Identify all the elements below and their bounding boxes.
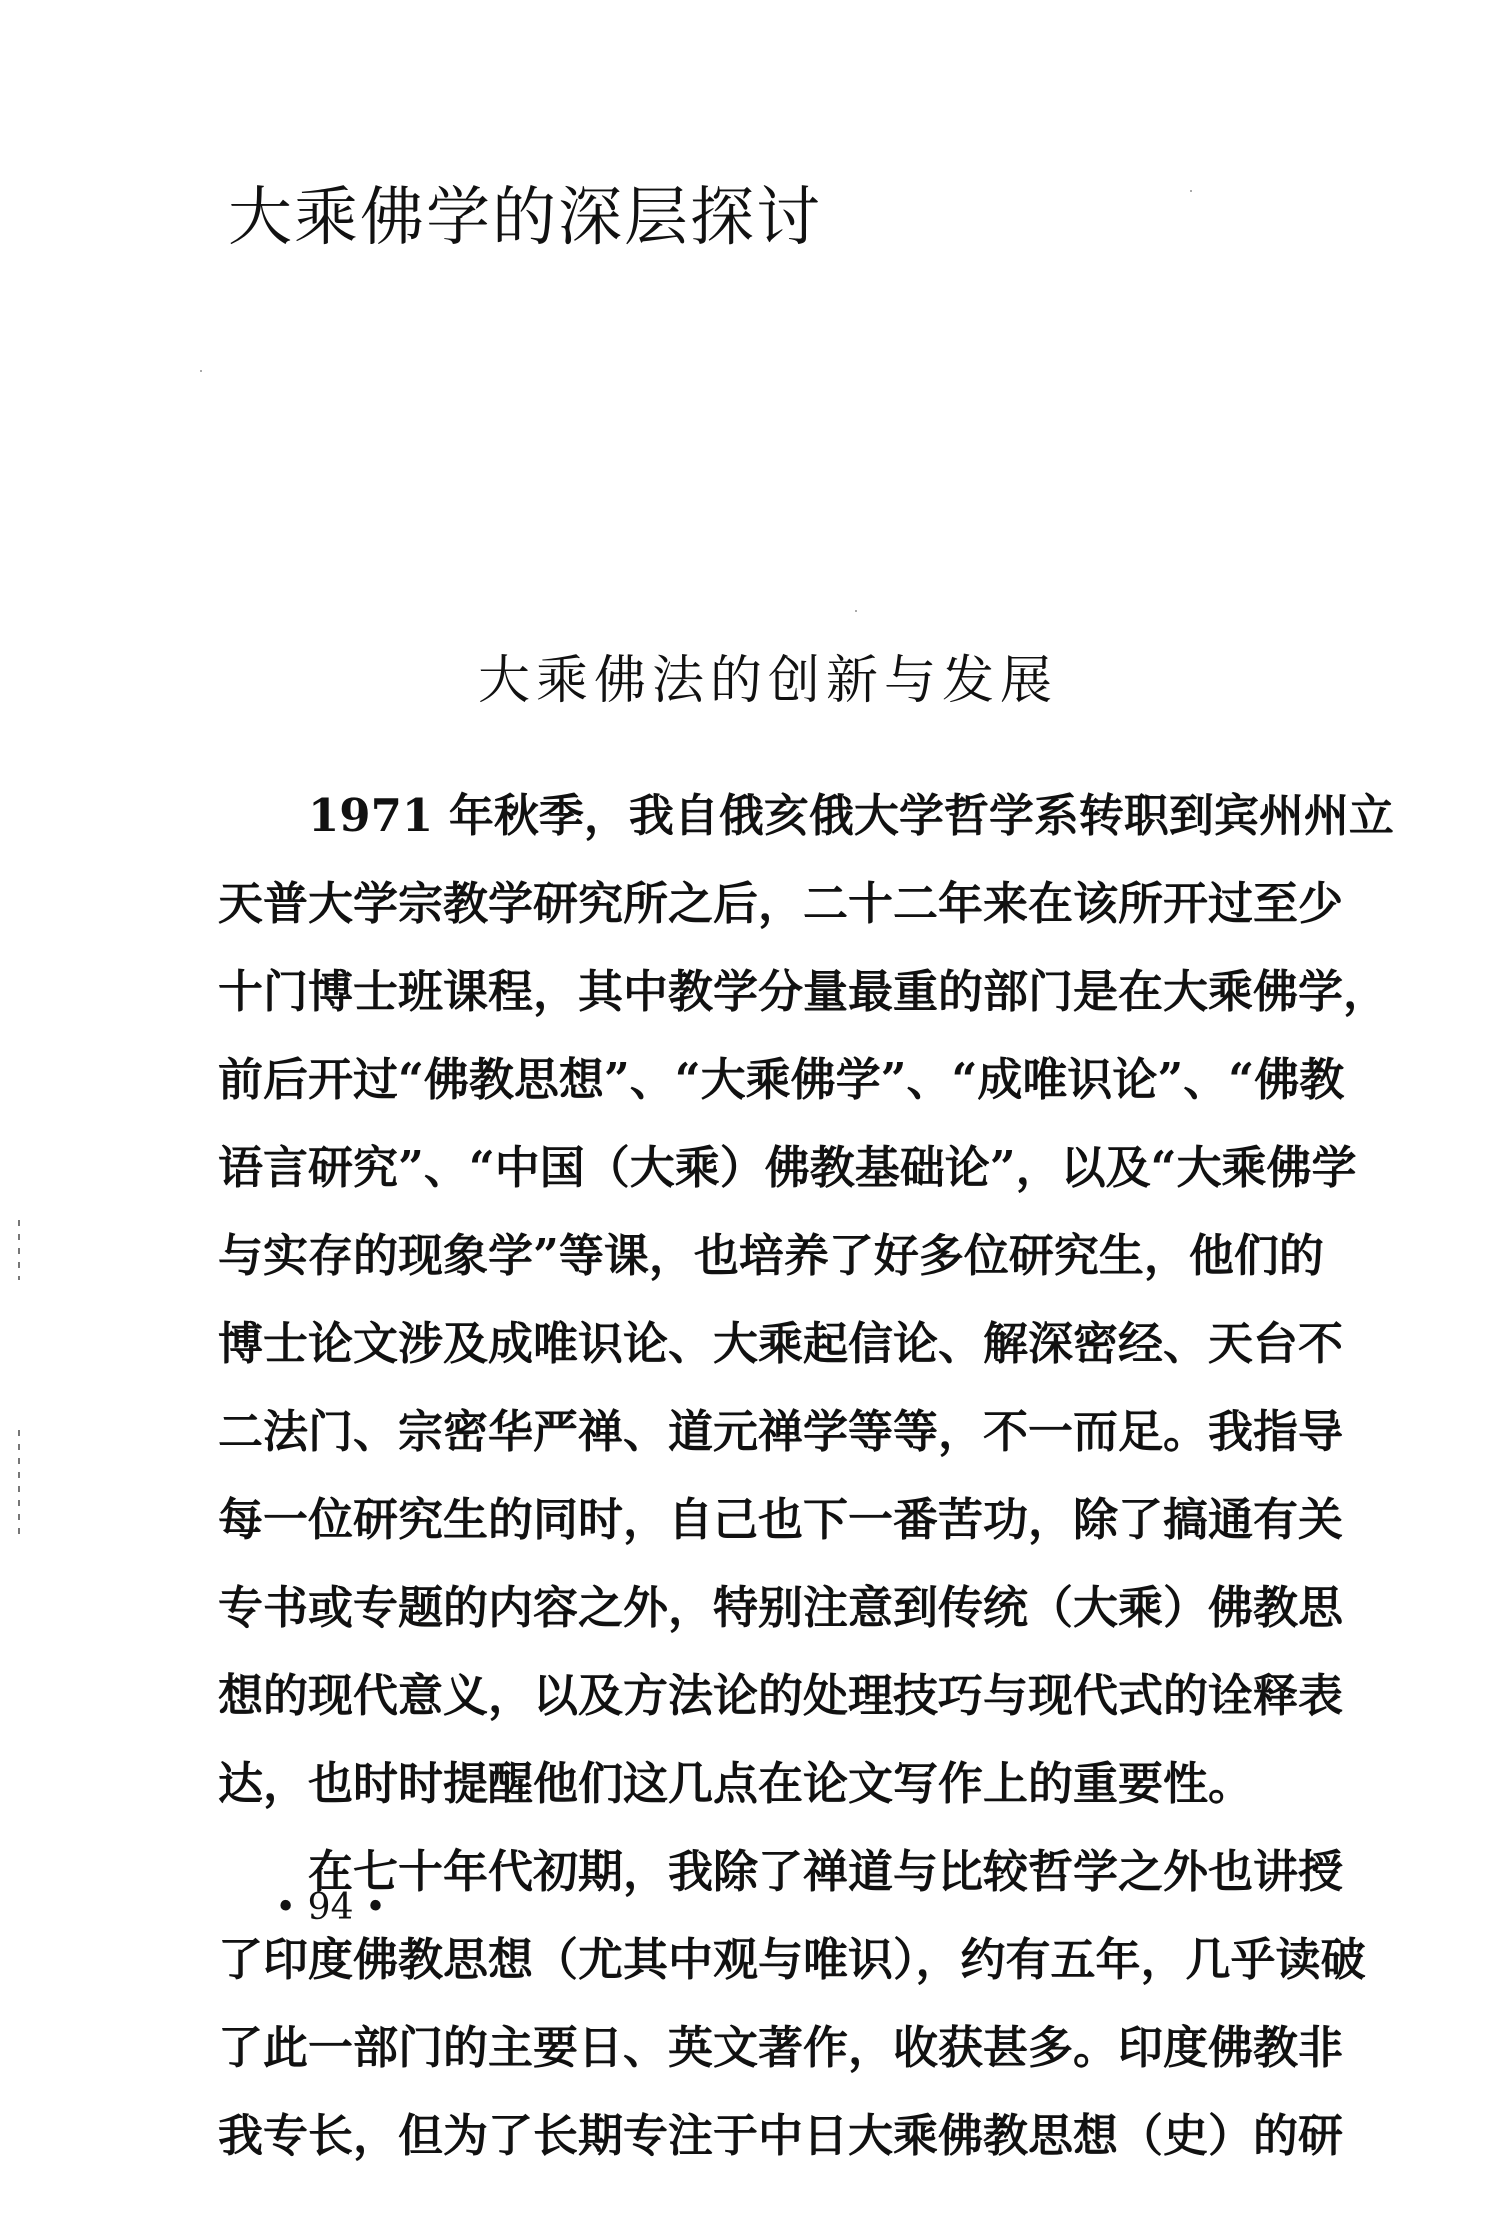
text-line: 我专长，但为了长期专注于中日大乘佛教思想（史）的研 <box>218 2109 1344 2162</box>
body-text <box>218 772 1394 2180</box>
text-line: 二法门、宗密华严禅、道元禅学等等，不一而足。我指导 <box>218 1405 1344 1458</box>
text-line: 达，也时时提醒他们这几点在论文写作上的重要性。 <box>218 1757 1254 1810</box>
text-line: 了此一部门的主要日、英文著作，收获甚多。印度佛教非 <box>218 2021 1344 2074</box>
text-line: 每一位研究生的同时，自己也下一番苦功，除了搞通有关 <box>218 1493 1344 1546</box>
text-line: 语言研究”、“中国（大乘）佛教基础论”，以及“大乘佛学 <box>218 1141 1357 1194</box>
text-line: 了印度佛教思想（尤其中观与唯识），约有五年，几乎读破 <box>218 1933 1366 1986</box>
text-line: 十门博士班课程，其中教学分量最重的部门是在大乘佛学， <box>218 965 1389 1018</box>
text-line: 前后开过“佛教思想”、“大乘佛学”、“成唯识论”、“佛教 <box>218 1053 1345 1106</box>
scan-speck <box>855 610 857 612</box>
text-line: 在七十年代初期，我除了禅道与比较哲学之外也讲授 <box>308 1845 1344 1898</box>
text-line: 与实存的现象学”等课，也培养了好多位研究生，他们的 <box>218 1229 1324 1282</box>
scan-margin-mark <box>18 1430 20 1540</box>
text-line: 天普大学宗教学研究所之后，二十二年来在该所开过至少 <box>218 877 1344 930</box>
text-line: 1971 年秋季，我自俄亥俄大学哲学系转职到宾州州立 <box>308 789 1394 842</box>
text-line: 博士论文涉及成唯识论、大乘起信论、解深密经、天台不 <box>218 1317 1344 1370</box>
text-line: 想的现代意义，以及方法论的处理技巧与现代式的诠释表 <box>218 1669 1344 1722</box>
scan-speck <box>1190 190 1192 192</box>
book-title: 大乘佛学的深层探讨 <box>228 181 822 255</box>
text-line: 专书或专题的内容之外，特别注意到传统（大乘）佛教思 <box>218 1581 1344 1634</box>
scan-margin-mark <box>18 1220 20 1280</box>
scan-speck <box>200 370 202 372</box>
page-number: • 94 • <box>275 1887 387 1928</box>
chapter-title: 大乘佛法的创新与发展 <box>477 651 1058 711</box>
